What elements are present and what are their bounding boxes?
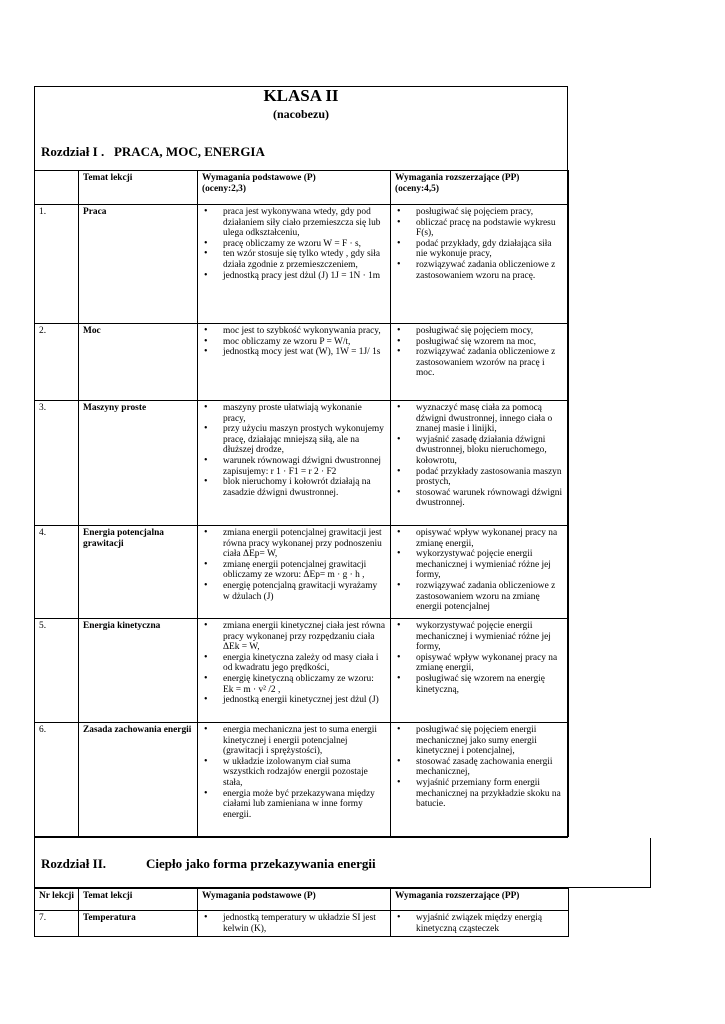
list-item: • posługiwać się wzorem na energię kinetyczną, (395, 674, 564, 695)
lesson-number: 5. (35, 619, 79, 723)
list-item: • zmiana energii potencjalnej grawitacji jest równa pracy wykonanej przy podnoszeniu ciała ΔEp= W, (202, 528, 386, 560)
list-item: • opisywać wpływ wykonanej pracy na zmianę energii, (395, 528, 564, 549)
basic-requirements-list (202, 207, 386, 281)
table-row (35, 324, 569, 401)
column-header: Wymagania podstawowe (P) (oceny:2,3) (198, 171, 391, 205)
section2-label: Rozdział II. (41, 856, 106, 871)
list-item: • wyjaśnić związek między energią kinetyczną cząsteczek (395, 913, 564, 934)
table-row (35, 619, 569, 723)
lesson-number: 6. (35, 723, 79, 837)
basic-requirements-list (202, 725, 386, 820)
lesson-number: 3. (35, 401, 79, 526)
basic-requirements-list (202, 913, 386, 934)
column-header: Nr lekcji (35, 889, 79, 911)
extended-requirements (391, 324, 569, 401)
list-item: • jednostką mocy jest wat (W), 1W = 1J/ 1s (202, 347, 386, 358)
extended-requirements-list (395, 725, 564, 810)
list-item: • podać przykłady zastosowania maszyn prostych, (395, 467, 564, 488)
column-header (35, 171, 79, 205)
list-item: • moc jest to szybkość wykonywania pracy, (202, 326, 386, 337)
list-item: • podać przykłady, gdy działająca siła nie wykonuje pracy, (395, 239, 564, 260)
list-item: • obliczać pracę na podstawie wykresu F(s), (395, 218, 564, 239)
requirements-table-2 (34, 888, 569, 937)
basic-requirements (198, 324, 391, 401)
extended-requirements-list (395, 913, 564, 934)
list-item: • zmianę energii potencjalnej grawitacji obliczamy ze wzoru: ΔEp= m · g · h , (202, 560, 386, 581)
lesson-topic: Energia potencjalna grawitacji (79, 526, 198, 619)
list-item: • rozwiązywać zadania obliczeniowe z zastosowaniem wzoru na zmianę energii potencjalnej (395, 581, 564, 613)
list-item: • stosować warunek równowagi dźwigni dwustronnej. (395, 488, 564, 509)
list-item: • w układzie izolowanym ciał suma wszystkich rodzajów energii pozostaje stała, (202, 757, 386, 789)
table-row (35, 911, 569, 937)
table-header-row (35, 171, 569, 205)
list-item: • jednostką pracy jest dżul (J) 1J = 1N · 1m (202, 271, 386, 282)
extended-requirements-list (395, 207, 564, 281)
column-header: Wymagania podstawowe (P) (198, 889, 391, 911)
section2-title: Ciepło jako forma przekazywania energii (146, 856, 376, 871)
list-item: • opisywać wpływ wykonanej pracy na zmianę energii, (395, 653, 564, 674)
list-item: • posługiwać się pojęciem mocy, (395, 326, 564, 337)
list-item: • rozwiązywać zadania obliczeniowe z zastosowaniem wzoru na pracę. (395, 260, 564, 281)
list-item: • warunek równowagi dźwigni dwustronnej zapisujemy: r 1 · F1 = r 2 · F2 (202, 456, 386, 477)
list-item: • blok nieruchomy i kołowrót działają na zasadzie dźwigni dwustronnej. (202, 477, 386, 498)
list-item: • wyznaczyć masę ciała za pomocą dźwigni dwustronnej, innego ciała o znanej masie i linijki, (395, 403, 564, 435)
lesson-number: 4. (35, 526, 79, 619)
basic-requirements (198, 526, 391, 619)
list-item: • przy użyciu maszyn prostych wykonujemy pracę, działając mniejszą siłą, ale na dłuższej drodze, (202, 424, 386, 456)
basic-requirements (198, 401, 391, 526)
basic-requirements-list (202, 403, 386, 498)
list-item: • ten wzór stosuje się tylko wtedy , gdy siła działa zgodnie z przemieszczeniem, (202, 249, 386, 270)
list-item: • jednostką temperatury w układzie SI jest kelwin (K), (202, 913, 386, 934)
lesson-number: 1. (35, 205, 79, 324)
list-item: • wyjaśnić przemiany form energii mechanicznej na przykładzie skoku na batucie. (395, 778, 564, 810)
extended-requirements (391, 401, 569, 526)
extended-requirements-list (395, 403, 564, 509)
extended-requirements (391, 723, 569, 837)
table-header-row (35, 889, 569, 911)
lesson-topic: Maszyny proste (79, 401, 198, 526)
list-item: • praca jest wykonywana wtedy, gdy pod działaniem siły ciało przemieszcza się lub ulega odkształceniu, (202, 207, 386, 239)
column-header: Temat lekcji (79, 171, 198, 205)
lesson-topic: Zasada zachowania energii (79, 723, 198, 837)
basic-requirements-list (202, 621, 386, 706)
lesson-topic: Temperatura (79, 911, 198, 937)
list-item: • energia kinetyczna zależy od masy ciała i od kwadratu jego prędkości, (202, 653, 386, 674)
list-item: • posługiwać się pojęciem pracy, (395, 207, 564, 218)
column-header: Temat lekcji (79, 889, 198, 911)
list-item: • pracę obliczamy ze wzoru W = F · s, (202, 239, 386, 250)
basic-requirements (198, 911, 391, 937)
list-item: • posługiwać się pojęciem energii mechanicznej jako sumy energii kinetycznej i potencjalnej, (395, 725, 564, 757)
lesson-topic: Energia kinetyczna (79, 619, 198, 723)
lesson-topic: Praca (79, 205, 198, 324)
list-item: • stosować zasadę zachowania energii mechanicznej, (395, 757, 564, 778)
list-item: • zmiana energii kinetycznej ciała jest równa pracy wykonanej przy rozpędzaniu ciała ΔEk = W, (202, 621, 386, 653)
list-item: • wyjaśnić zasadę działania dźwigni dwustronnej, bloku nieruchomego, kołowrotu, (395, 435, 564, 467)
list-item: • energia może być przekazywana między ciałami lub zamieniana w inne formy energii. (202, 789, 386, 821)
list-item: • energia mechaniczna jest to suma energii kinetycznej i energii potencjalnej (grawitacji i sprężystości), (202, 725, 386, 757)
list-item: • energię kinetyczną obliczamy ze wzoru: Ek = m · v² /2 , (202, 674, 386, 695)
extended-requirements-list (395, 326, 564, 379)
basic-requirements-list (202, 528, 386, 602)
extended-requirements (391, 526, 569, 619)
extended-requirements (391, 619, 569, 723)
column-header: Wymagania rozszerzające (PP) (oceny:4,5) (391, 171, 569, 205)
page-subtitle: (nacobezu) (273, 107, 329, 121)
section1-heading: Rozdział I . PRACA, MOC, ENERGIA (41, 144, 265, 159)
table-row (35, 205, 569, 324)
table-row (35, 526, 569, 619)
table-row (35, 723, 569, 837)
lesson-number: 2. (35, 324, 79, 401)
list-item: • wykorzystywać pojęcie energii mechanicznej i wymieniać różne jej formy, (395, 549, 564, 581)
list-item: • jednostką energii kinetycznej jest dżul (J) (202, 695, 386, 706)
extended-requirements-list (395, 621, 564, 695)
basic-requirements (198, 205, 391, 324)
lesson-number: 7. (35, 911, 79, 937)
column-header: Wymagania rozszerzające (PP) (391, 889, 569, 911)
extended-requirements (391, 205, 569, 324)
basic-requirements-list (202, 326, 386, 358)
basic-requirements (198, 619, 391, 723)
list-item: • rozwiązywać zadania obliczeniowe z zastosowaniem wzorów na pracę i moc. (395, 347, 564, 379)
table-row (35, 401, 569, 526)
list-item: • posługiwać się wzorem na moc, (395, 337, 564, 348)
requirements-table-1 (34, 170, 569, 837)
extended-requirements-list (395, 528, 564, 613)
list-item: • moc obliczamy ze wzoru P = W/t, (202, 337, 386, 348)
lesson-topic: Moc (79, 324, 198, 401)
page-title: KLASA II (263, 86, 339, 105)
extended-requirements (391, 911, 569, 937)
list-item: • wykorzystywać pojęcie energii mechanicznej i wymieniać różne jej formy, (395, 621, 564, 653)
list-item: • energię potencjalną grawitacji wyrażamy w dżulach (J) (202, 581, 386, 602)
basic-requirements (198, 723, 391, 837)
list-item: • maszyny proste ułatwiają wykonanie pracy, (202, 403, 386, 424)
